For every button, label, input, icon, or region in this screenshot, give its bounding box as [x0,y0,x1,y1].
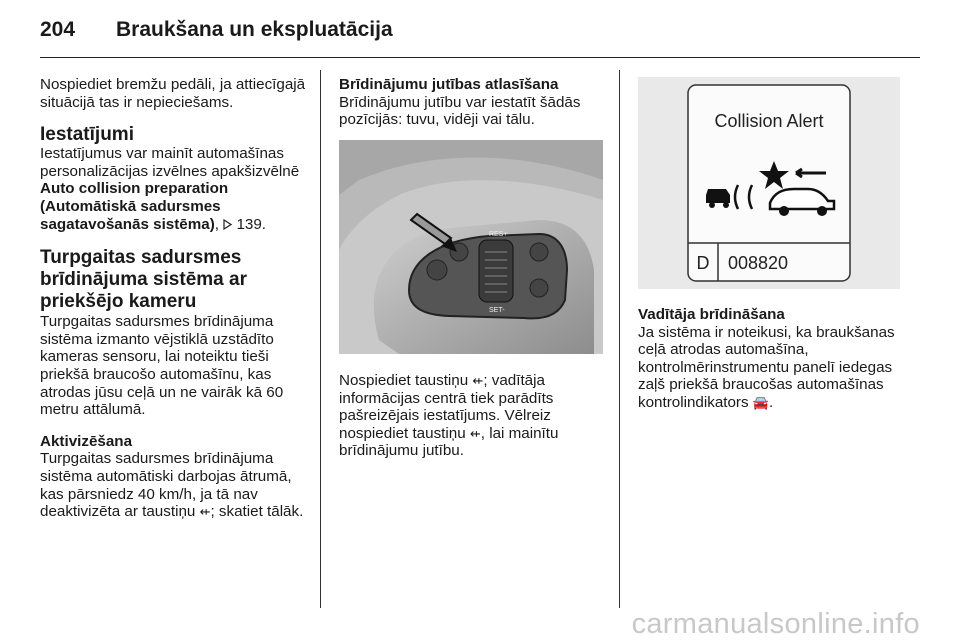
fcw-heading: Turpgaitas sadursmes brīdinājuma sistēma ar priekšējo kameru [40,247,247,313]
fcw-button-icon: ⇷ [469,425,481,441]
set-label: SET- [489,307,505,314]
collision-alert-figure [638,77,900,289]
column-3 [638,306,920,426]
settings-heading: Iestatījumi [40,124,134,146]
activation-paragraph: Turpgaitas sadursmes brīdinājuma sistēma automātiski darbojas ātrumā, kas pārsniedz 40 km/h, ja tā nav deaktivizēta ar taustiņu ⇷; skatiet tālāk. [40,450,304,521]
press-paragraph-wrap [339,372,607,474]
fcw-button-icon: ⇷ [472,373,484,388]
sensitivity-paragraph: Brīdinājumu jutību var iestatīt šādās pozīcijās: tuvu, vidēji vai tālu. [339,93,581,129]
page-header [40,18,393,42]
driver-warning-paragraph: Ja sistēma ir noteikusi, ka braukšanas ceļā atrodas automašīna, kontrolmērinstrumentu panelī iedegas zaļš priekšā braucošas automašīnas kontrolindikators 🚘. [638,323,895,411]
settings-paragraph: Iestatījumus var mainīt automašīnas personalizācijas izvēlnes apakšizvēlnē Auto collision preparation (Automātiskā sadursmes sagatavošanās sistēma), 139. [40,145,300,233]
fcw-button-icon: ⇷ [199,504,211,520]
steering-wheel-figure [339,140,603,354]
driver-warning-heading: Vadītāja brīdināšana [638,306,785,323]
press-paragraph: Nospiediet taustiņu ⇷; vadītāja informācijas centrā tiek parādīts pašreizējais iestatījums. Vēlreiz nospiediet taustiņu ⇷, lai mainītu brīdinājumu jutību. [339,372,559,460]
settings-menu-name: Auto collision preparation (Automātiskā sadursmes sagatavošanās sistēma) [40,180,229,233]
column-divider-2 [619,70,620,608]
column-2 [339,76,607,143]
page-title: Braukšana un ekspluatācija [116,18,393,41]
column-1 [40,76,312,535]
fcw-paragraph: Turpgaitas sadursmes brīdinājuma sistēma izmanto vējstiklā uzstādīto kameras sensoru, lai noteiktu tieši priekšā braucošo automašīnu, kas atrodas jūsu ceļā un ne vairāk kā 60 metru attālumā. [40,313,284,419]
display-title: Collision Alert [714,111,824,131]
intro-paragraph: Nospiediet bremžu pedāli, ja attiecīgajā situācijā tas ir nepieciešams. [40,76,306,111]
vehicle-ahead-icon: 🚘 [752,394,769,410]
arrow-ref-icon [223,219,232,230]
header-rule [40,57,920,58]
column-divider-1 [320,70,321,608]
sensitivity-heading: Brīdinājumu jutības atlasīšana [339,76,559,93]
activation-heading: Aktivizēšana [40,432,133,450]
settings-ref-page: 139. [232,215,266,233]
figure-code: 008820 [728,253,789,273]
watermark: carmanualsonline.info [631,608,920,640]
page-number: 204 [40,18,76,41]
figure-letter: D [696,253,710,273]
res-label: RES+ [489,231,508,238]
